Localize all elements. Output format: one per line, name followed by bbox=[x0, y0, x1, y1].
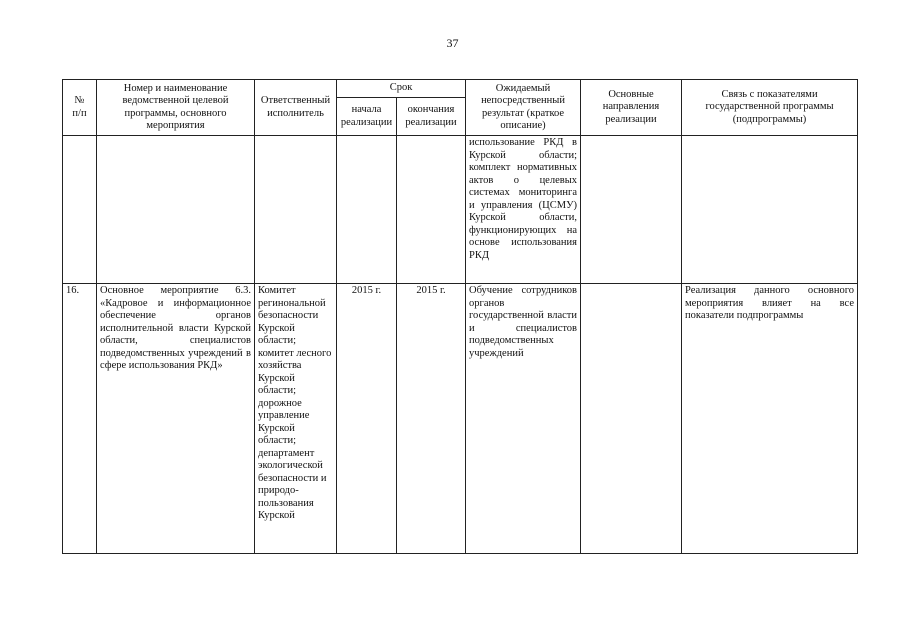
cell-start: 2015 г. bbox=[337, 284, 397, 554]
header-link: Связь с показателями государственной программы (подпрограммы) bbox=[682, 80, 858, 136]
header-executor: Ответственный исполнитель bbox=[255, 80, 337, 136]
cell-link: Реализация данного основного мероприятия влияет на все показатели подпрограммы bbox=[682, 284, 858, 554]
cell-name bbox=[97, 136, 255, 284]
cell-directions bbox=[581, 284, 682, 554]
header-term: Срок bbox=[337, 80, 466, 98]
header-result: Ожидаемый непосредственный результат (краткое описание) bbox=[466, 80, 581, 136]
header-start: начала реализации bbox=[337, 98, 397, 136]
cell-name: Основное мероприятие 6.3. «Кадровое и информационное обеспечение органов исполнительной власти Курской области, специалистов подведомственных учреждений в сфере использования РКД» bbox=[97, 284, 255, 554]
cell-num bbox=[63, 136, 97, 284]
cell-directions bbox=[581, 136, 682, 284]
header-num: № п/п bbox=[63, 80, 97, 136]
cell-result: Обучение сотрудников органов государственной власти и специалистов подведомственных учреждений bbox=[466, 284, 581, 554]
cell-num: 16. bbox=[63, 284, 97, 554]
table-row bbox=[63, 136, 858, 284]
program-table bbox=[62, 79, 858, 554]
header-directions: Основные направления реализации bbox=[581, 80, 682, 136]
header-end: окончания реализации bbox=[397, 98, 466, 136]
header-name: Номер и наименование ведомственной целевой программы, основного мероприятия bbox=[97, 80, 255, 136]
cell-executor: Комитет регинональной безопасности Курской области; комитет лесного хозяйства Курской области; дорожное управление Курской области; департамент экологической безопасности и природо-пользования Курской bbox=[255, 284, 337, 554]
cell-link bbox=[682, 136, 858, 284]
cell-executor bbox=[255, 136, 337, 284]
cell-end bbox=[397, 136, 466, 284]
table-row bbox=[63, 284, 858, 554]
cell-start bbox=[337, 136, 397, 284]
page-number: 37 bbox=[446, 36, 459, 50]
cell-end: 2015 г. bbox=[397, 284, 466, 554]
cell-result: использование РКД в Курской области; комплект нормативных актов о целевых системах мониторинга и управления (ЦСМУ) Курской области, функционирующих на основе использования РКД bbox=[466, 136, 581, 284]
